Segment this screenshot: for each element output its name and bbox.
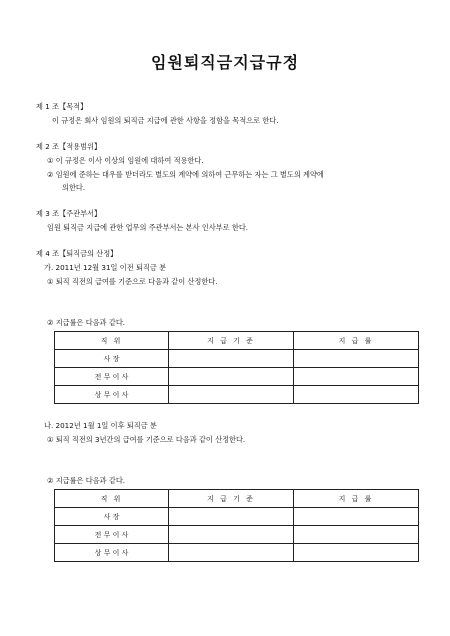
article-2-item-1: ① 이 규정은 이사 이상의 임원에 대하여 적용한다. [47, 156, 204, 165]
table-row [55, 544, 419, 562]
cell-position: 사 장 [55, 350, 169, 368]
article-2-item-2-cont: 의한다. [62, 183, 86, 192]
cell-position: 전 무 이 사 [55, 368, 169, 386]
table-row [55, 508, 419, 526]
cell-position: 전 무 이 사 [55, 526, 169, 544]
header-position: 직 위 [55, 332, 169, 350]
table-row [55, 386, 419, 404]
cell-criteria [169, 350, 294, 368]
article-4-heading: 제 4 조【퇴직금의 산정】 [36, 249, 118, 258]
cell-rate [294, 508, 419, 526]
article-1-body: 이 규정은 회사 임원의 퇴직금 지급에 관한 사항을 정함을 목적으로 한다. [52, 116, 279, 125]
rate-table-a [54, 331, 419, 404]
rate-table-b [54, 489, 419, 562]
table-header-row [55, 490, 419, 508]
article-3-heading: 제 3 조【주관부서】 [36, 209, 102, 218]
table-row [55, 526, 419, 544]
header-rate: 지 급 률 [294, 332, 419, 350]
cell-rate [294, 368, 419, 386]
cell-criteria [169, 526, 294, 544]
document-title: 임원퇴직금지급규정 [150, 53, 300, 72]
table-row [55, 368, 419, 386]
article-1-heading: 제 1 조【목적】 [36, 102, 88, 111]
article-4-section-a-item-2: ② 지급률은 다음과 같다. [47, 318, 126, 327]
cell-criteria [169, 508, 294, 526]
article-4-section-a-label: 가. 2011년 12월 31일 이전 퇴직금 분 [44, 263, 167, 272]
article-4-section-b-label: 나. 2012년 1월 1일 이후 퇴직금 분 [44, 421, 157, 430]
article-4-section-b-item-1: ① 퇴직 직전의 3년간의 급여를 기준으로 다음과 같이 산정한다. [47, 435, 246, 444]
article-3-body: 임원 퇴직금 지급에 관한 업무의 주관부서는 본사 인사부로 한다. [47, 223, 249, 232]
article-4-section-a-item-1: ① 퇴직 직전의 급여를 기준으로 다음과 같이 산정한다. [47, 277, 218, 286]
cell-position: 상 무 이 사 [55, 386, 169, 404]
cell-rate [294, 526, 419, 544]
cell-criteria [169, 544, 294, 562]
header-position: 직 위 [55, 490, 169, 508]
header-criteria: 지 급 기 준 [169, 490, 294, 508]
header-criteria: 지 급 기 준 [169, 332, 294, 350]
cell-criteria [169, 368, 294, 386]
cell-criteria [169, 386, 294, 404]
cell-rate [294, 386, 419, 404]
cell-rate [294, 350, 419, 368]
cell-position: 사 장 [55, 508, 169, 526]
header-rate: 지 급 률 [294, 490, 419, 508]
table-row [55, 350, 419, 368]
article-4-section-b-item-2: ② 지급률은 다음과 같다. [47, 476, 126, 485]
cell-position: 상 무 이 사 [55, 544, 169, 562]
table-header-row [55, 332, 419, 350]
article-2-heading: 제 2 조【적용범위】 [36, 142, 102, 151]
cell-rate [294, 544, 419, 562]
article-2-item-2: ② 임원에 준하는 대우를 받더라도 별도의 계약에 의하여 근무하는 자는 그 별도의 계약에 [47, 170, 324, 179]
